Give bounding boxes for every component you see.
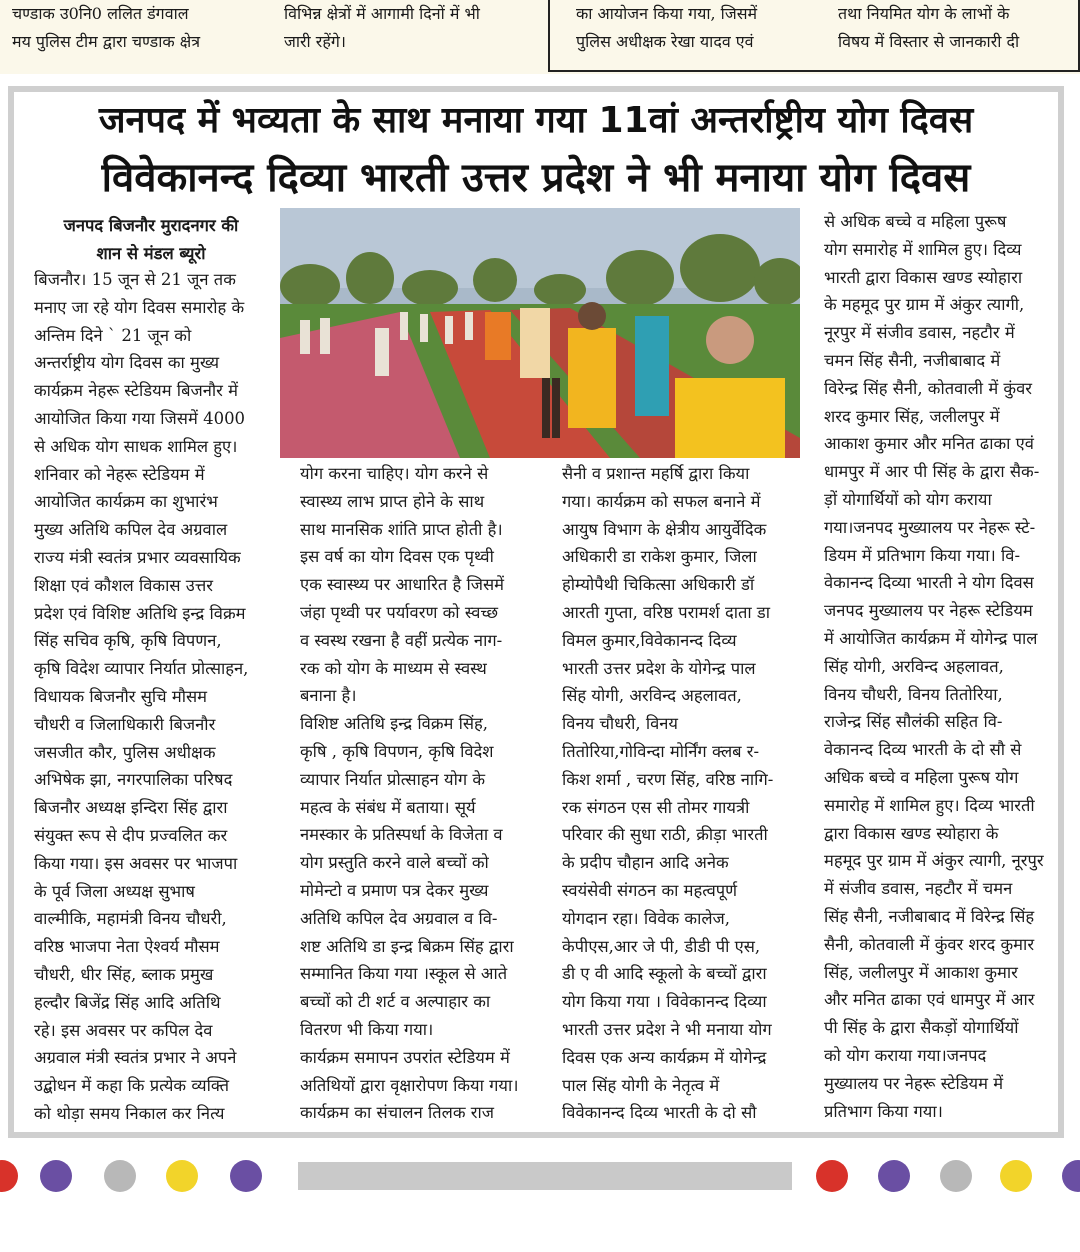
footer-dot [0,1160,18,1192]
footer-dot [1000,1160,1032,1192]
footer-dot [40,1160,72,1192]
article-body [14,92,1058,1132]
headline-primary: जनपद में भव्यता के साथ मनाया गया 11वां अन्तर्राष्ट्रीय योग दिवस [98,100,974,141]
top-boxed-section [548,0,1080,72]
footer-grey-bar [298,1162,792,1190]
article-column-2: योग करना चाहिए। योग करने से स्वास्थ्य लाभ प्राप्त होने के साथ साथ मानसिक शांति प्राप्त होती है। इस वर्ष का योग दिवस एक पृथ्वी एक स्वास्थ्य पर आधारित है जिसमें जंहा पृथ्वी पर पर्यावरण को स्वच्छ व स्वस्थ रखना है वहीं प्रत्येक नाग- रक को योग के माध्यम से स्वस्थ बनाना है। विशिष्ट अतिथि इन्द्र विक्रम सिंह, कृषि , कृषि विपणन, कृषि विदेश व्यापार निर्यात प्रोत्साहन योग के महत्व के संबंध में बताया। सूर्य नमस्कार के प्रतिस्पर्धा के विजेता व योग प्रस्तुति करने वाले बच्चों को मोमेन्टो व प्रमाण पत्र देकर मुख्य अतिथि कपिल देव अग्रवाल व वि- शष्ट अतिथि डा इन्द्र बिक्रम सिंह द्वारा सम्मानित किया गया ।स्कूल से आते बच्चों को टी शर्ट व अल्पाहार का वितरण भी किया गया। कार्यक्रम समापन उपरांत स्टेडियम में अतिथियों द्वारा वृक्षारोपण किया गया। कार्यक्रम का संचालन तिलक राज [300,464,519,1123]
top-text-col1: चण्डाक उ0नि0 ललित डंगवाल मय पुलिस टीम द्वारा चण्डाक क्षेत्र [12,4,201,51]
top-strip [0,0,1080,74]
article-column-4: से अधिक बच्चे व महिला पुरूष योग समारोह में शामिल हुए। दिव्य भारती द्वारा विकास खण्ड स्योहारा के महमूद पुर ग्राम में अंकुर त्यागी, नूरपुर में संजीव डवास, नहटौर में चमन सिंह सैनी, नजीबाबाद में विरेन्द्र सिंह सैनी, कोतवाली में कुंवर शरद कुमार सिंह, जलीलपुर में आकाश कुमार और मनित ढाका एवं धामपुर में आर पी सिंह के द्वारा सैक- ड़ों योगार्थियों को योग कराया गया।जनपद मुख्यालय पर नेहरू स्टे- डियम में प्रतिभाग किया गया। वि- वेकानन्द दिव्या भारती ने योग दिवस जनपद मुख्यालय पर नेहरू स्टेडियम में आयोजित कार्यक्रम में योगेन्द्र पाल सिंह योगी, अरविन्द अहलावत, विनय चौधरी, विनय तितोरिया, राजेन्द्र सिंह सौलंकी सहित वि- वेकानन्द दिव्य भारती के दो सौ से अधिक बच्चे व महिला पुरूष योग समारोह में शामिल हुए। दिव्य भारती द्वारा विकास खण्ड स्योहारा के महमूद पुर ग्राम में अंकुर त्यागी, नूरपुर में संजीव डवास, नहटौर में चमन सिंह सैनी, नजीबाबाद में विरेन्द्र सिंह सैनी, कोतवाली में कुंवर शरद कुमार सिंह, जलीलपुर में आकाश कुमार और मनित ढाका एवं धामपुर में आर पी सिंह के द्वारा सैकड़ों योगार्थियों को योग कराया गया।जनपद मुख्यालय पर नेहरू स्टेडियम में प्रतिभाग किया गया। [824,212,1044,1121]
article-column-3: सैनी व प्रशान्त महर्षि द्वारा किया गया। कार्यक्रम को सफल बनाने में आयुष विभाग के क्षेत्रीय आयुर्वेदिक अधिकारी डा राकेश कुमार, जिला होम्योपैथी चिकित्सा अधिकारी डॉ आरती गुप्ता, वरिष्ठ परामर्श दाता डा विमल कुमार,विवेकानन्द दिव्य भारती उत्तर प्रदेश के योगेन्द्र पाल सिंह योगी, अरविन्द अहलावत, विनय चौधरी, विनय तितोरिया,गोविन्दा मोर्निंग क्लब र- किश शर्मा , चरण सिंह, वरिष्ठ नागि- रक संगठन एस सी तोमर गायत्री परिवार की सुधा राठी, क्रीड़ा भारती के प्रदीप चौहान आदि अनेक स्वयंसेवी संगठन का महत्वपूर्ण योगदान रहा। विवेक कालेज, केपीएस,आर जे पी, डीडी पी एस, डी ए वी आदि स्कूलो के बच्चों द्वारा योग किया गया । विवेकानन्द दिव्या भारती उत्तर प्रदेश ने भी मनाया योग दिवस एक अन्य कार्यक्रम में योगेन्द्र पाल सिंह योगी के नेतृत्व में विवेकानन्द दिव्य भारती के दो सौ [562,464,774,1123]
footer-dot [104,1160,136,1192]
byline: जनपद बिजनौर मुरादनगर की शान से मंडल ब्यूरो [63,216,239,263]
top-text-col3: का आयोजन किया गया, जिसमें पुलिस अधीक्षक रेखा यादव एवं [576,4,758,51]
footer-dot [816,1160,848,1192]
top-text-col4: तथा नियमित योग के लाभों के विषय में विस्तार से जानकारी दी [838,4,1020,51]
footer-dot [940,1160,972,1192]
footer-dot [878,1160,910,1192]
footer-dot [1062,1160,1080,1192]
article-frame [8,86,1064,1138]
footer-decoration [0,1148,1080,1204]
top-text-col2: विभिन्न क्षेत्रों में आगामी दिनों में भी जारी रहेंगे। [284,4,480,51]
yoga-event-photo [280,208,800,458]
photo-illustration [280,208,800,458]
headline-secondary: विवेकानन्द दिव्या भारती उत्तर प्रदेश ने भी मनाया योग दिवस [101,155,971,201]
footer-dot [166,1160,198,1192]
article-column-1: बिजनौर। 15 जून से 21 जून तक मनाए जा रहे योग दिवस समारोह के अन्तिम दिने ` 21 जून को अन्तर्राष्ट्रीय योग दिवस का मुख्य कार्यक्रम नेहरू स्टेडियम बिजनौर में आयोजित किया गया जिसमें 4000 से अधिक योग साधक शामिल हुए। शनिवार को नेहरू स्टेडियम में आयोजित कार्यक्रम का शुभारंभ मुख्य अतिथि कपिल देव अग्रवाल राज्य मंत्री स्वतंत्र प्रभार व्यवसायिक शिक्षा एवं कौशल विकास उत्तर प्रदेश एवं विशिष्ट अतिथि इन्द्र विक्रम सिंह सचिव कृषि, कृषि विपणन, कृषि विदेश व्यापार निर्यात प्रोत्साहन, विधायक बिजनौर सुचि मौसम चौधरी व जिलाधिकारी बिजनौर जसजीत कौर, पुलिस अधीक्षक अभिषेक झा, नगरपालिका परिषद बिजनौर अध्यक्ष इन्दिरा सिंह द्वारा संयुक्त रूप से दीप प्रज्वलित कर किया गया। इस अवसर पर भाजपा के पूर्व जिला अध्यक्ष सुभाष वाल्मीकि, महामंत्री विनय चौधरी, वरिष्ठ भाजपा नेता ऐश्वर्य मौसम चौधरी, धीर सिंह, ब्लाक प्रमुख हल्दौर बिजेंद्र सिंह आदि अतिथि रहे। इस अवसर पर कपिल देव अग्रवाल मंत्री स्वतंत्र प्रभार ने अपने उद्बोधन में कहा कि प्रत्येक व्यक्ति को थोड़ा समय निकाल कर नित्य [34,270,249,1123]
footer-dot [230,1160,262,1192]
